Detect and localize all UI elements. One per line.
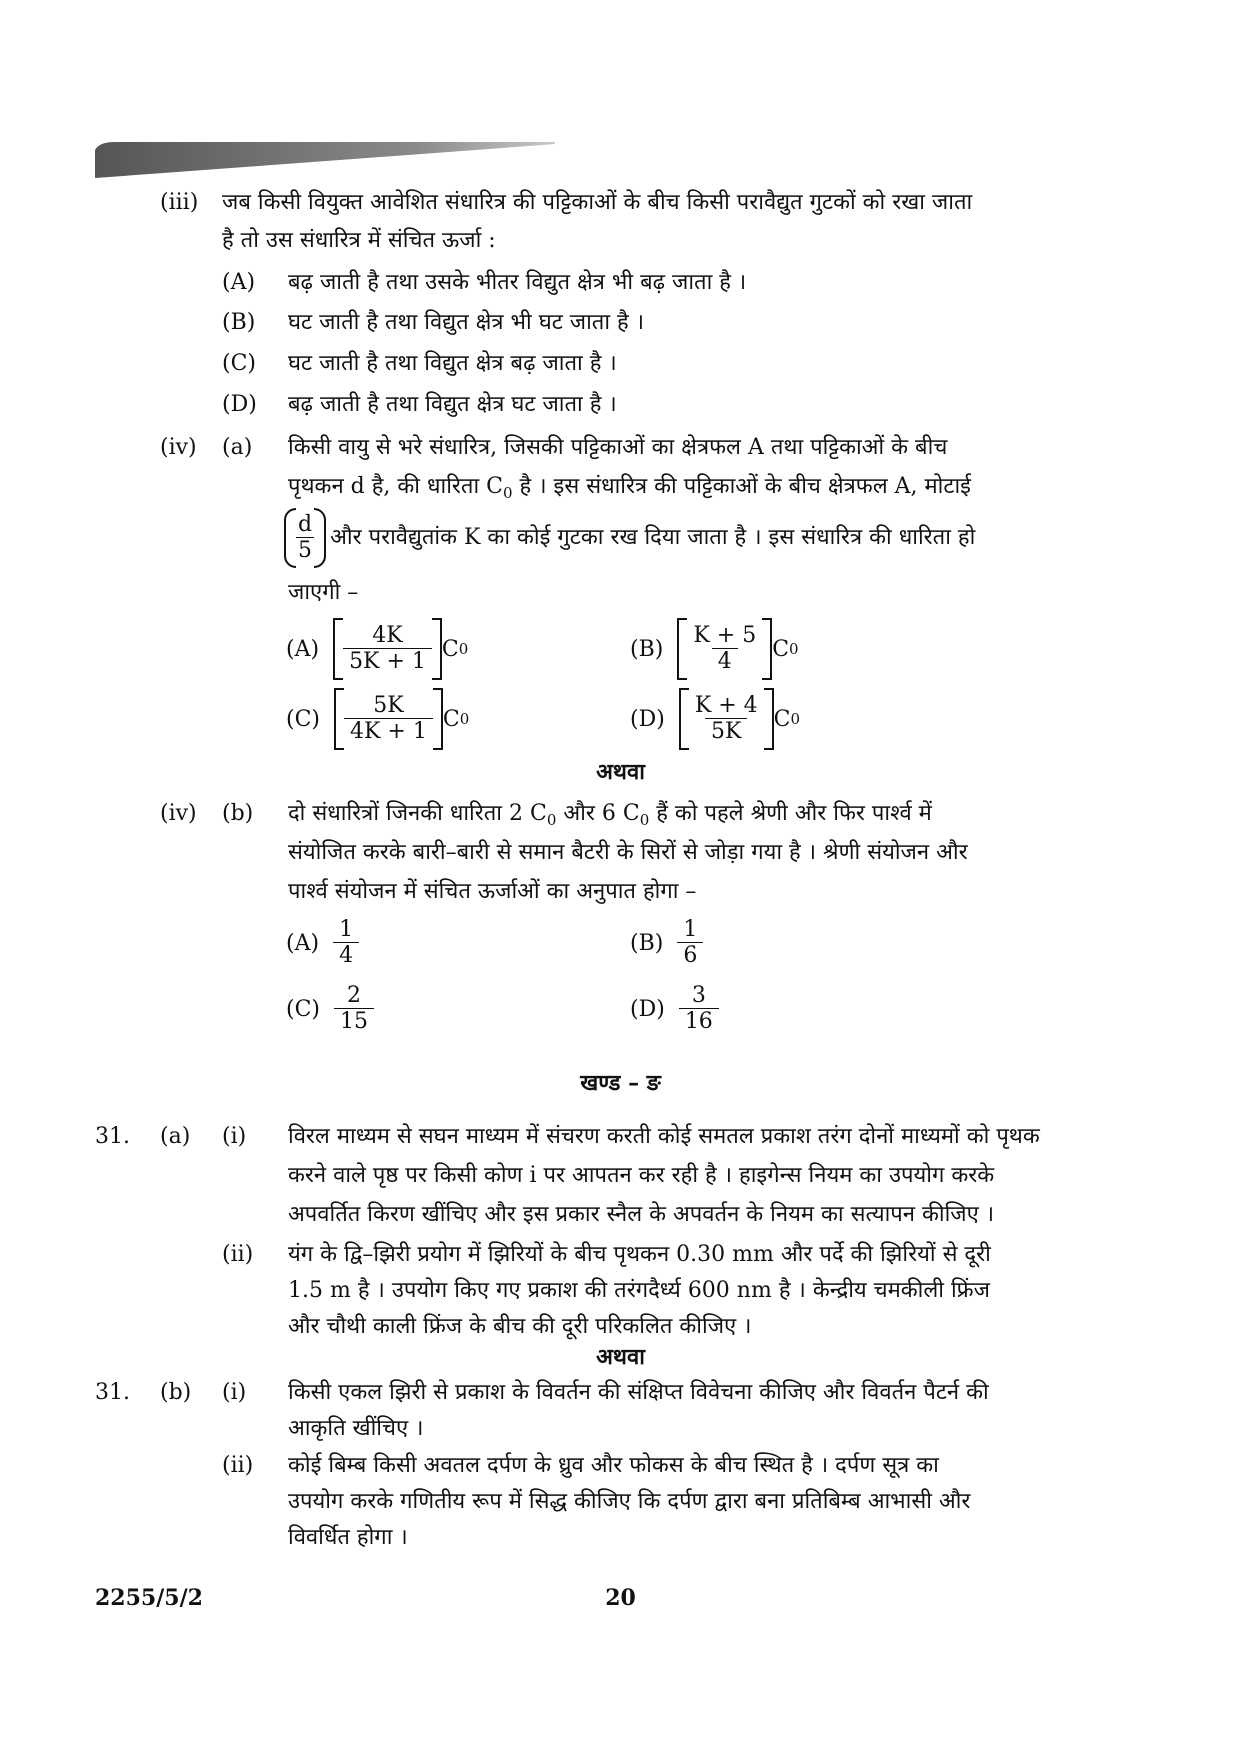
option-c: (C) $\frac{5K}{4K + 1}$ C 0: [286, 688, 469, 750]
subquestion-label: (ii): [222, 1453, 254, 1478]
question-sublabel: (a): [222, 435, 253, 460]
question-part: (a): [160, 1124, 191, 1149]
or-separator: अथवा: [596, 759, 645, 785]
option-label: (D): [222, 392, 257, 417]
option-text: बढ़ जाती है तथा उसके भीतर विद्युत क्षेत्र भी बढ़ जाता है ।: [288, 270, 747, 295]
question-sublabel: (b): [222, 801, 254, 826]
question-text-line: आकृति खींचिए ।: [288, 1416, 424, 1441]
option-label: (A): [222, 270, 256, 295]
question-text-line: विवर्धित होगा ।: [288, 1525, 408, 1550]
subquestion-label: (ii): [222, 1242, 254, 1267]
option-a: (A) $\frac{1}{4}$: [286, 918, 359, 969]
or-separator: अथवा: [596, 1344, 645, 1370]
question-part: (b): [160, 1380, 192, 1405]
question-text-line: अपवर्तित किरण खींचिए और इस प्रकार स्नैल के अपवर्तन के नियम का सत्यापन कीजिए ।: [288, 1202, 995, 1227]
subquestion-label: (i): [222, 1124, 247, 1149]
question-label: (iv): [160, 801, 197, 826]
option-label: (C): [222, 351, 256, 376]
question-label: (iv): [160, 435, 197, 460]
question-text-line: विरल माध्यम से सघन माध्यम में संचरण करती कोई समतल प्रकाश तरंग दोनों माध्यमों को पृथक: [288, 1124, 1040, 1149]
question-text-line: दो संधारित्रों जिनकी धारिता 2 $C_0$ और 6 $C_0$ हैं को पहले श्रेणी और फिर पार्श्व में: [288, 801, 932, 829]
option-label: (B): [222, 310, 256, 335]
question-text-line: उपयोग करके गणितीय रूप में सिद्ध कीजिए कि दर्पण द्वारा बना प्रतिबिम्ब आभासी और: [288, 1489, 971, 1514]
header-band: [95, 142, 555, 178]
question-text-line: यंग के द्वि–झिरी प्रयोग में झिरियों के बीच पृथकन 0.30 mm और पर्दे की झिरियों से दूरी: [288, 1242, 991, 1267]
option-c: (C) $\frac{2}{15}$: [286, 984, 374, 1035]
question-text-line: पार्श्व संयोजन में संचित ऊर्जाओं का अनुपात होगा –: [288, 879, 697, 904]
option-b: (B) $\frac{K + 5}{4}$ C 0: [630, 618, 799, 680]
option-text: घट जाती है तथा विद्युत क्षेत्र भी घट जाता है ।: [288, 310, 645, 335]
section-title: खण्ड – ङ: [580, 1070, 661, 1096]
question-text-line: जब किसी वियुक्त आवेशित संधारित्र की पट्टिकाओं के बीच किसी परावैद्युत गुटकों को रखा जाता: [222, 190, 973, 215]
option-text: बढ़ जाती है तथा विद्युत क्षेत्र घट जाता है ।: [288, 392, 617, 417]
question-label: (iii): [160, 190, 199, 215]
question-text-line: जाएगी –: [288, 580, 359, 605]
question-text-line: 1.5 m है । उपयोग किए गए प्रकाश की तरंगदैर्ध्य 600 nm है । केन्द्रीय चमकीली फ्रिंज: [288, 1278, 990, 1303]
question-text-line: किसी एकल झिरी से प्रकाश के विवर्तन की संक्षिप्त विवेचना कीजिए और विवर्तन पैटर्न की: [288, 1380, 989, 1405]
question-number: 31.: [95, 1124, 130, 1149]
question-text-line: और चौथी काली फ्रिंज के बीच की दूरी परिकलित कीजिए ।: [288, 1314, 752, 1339]
option-a: (A) $\frac{4K}{5K + 1}$ C 0: [286, 618, 468, 680]
question-text-line: संयोजित करके बारी–बारी से समान बैटरी के सिरों से जोड़ा गया है । श्रेणी संयोजन और: [288, 840, 968, 865]
option-d: (D) $\frac{K + 4}{5K}$ C 0: [630, 688, 800, 750]
option-b: (B) $\frac{1}{6}$: [630, 918, 703, 969]
question-text-line: कोई बिम्ब किसी अवतल दर्पण के ध्रुव और फोकस के बीच स्थित है । दर्पण सूत्र का: [288, 1453, 939, 1478]
fraction-d-over-5: $\frac{d}{5}$: [284, 508, 326, 568]
question-number: 31.: [95, 1380, 130, 1405]
option-d: (D) $\frac{3}{16}$: [630, 984, 719, 1035]
question-text-line: है तो उस संधारित्र में संचित ऊर्जा :: [222, 228, 496, 253]
subquestion-label: (i): [222, 1380, 247, 1405]
page-number: 20: [605, 1585, 636, 1611]
paper-code: 2255/5/2: [95, 1585, 203, 1611]
question-text-line: किसी वायु से भरे संधारित्र, जिसकी पट्टिकाओं का क्षेत्रफल A तथा पट्टिकाओं के बीच: [288, 435, 948, 460]
question-text-line: करने वाले पृष्ठ पर किसी कोण i पर आपतन कर रही है । हाइगेन्स नियम का उपयोग करके: [288, 1163, 995, 1188]
question-text-line: पृथकन d है, की धारिता $C_0$ है । इस संधारित्र की पट्टिकाओं के बीच क्षेत्रफल A, मोटाई: [288, 474, 971, 502]
option-text: घट जाती है तथा विद्युत क्षेत्र बढ़ जाता है ।: [288, 351, 617, 376]
question-text-line: $\frac{d}{5}$ और परावैद्युतांक K का कोई गुटका रख दिया जाता है । इस संधारित्र की धारिता हो: [284, 508, 975, 568]
